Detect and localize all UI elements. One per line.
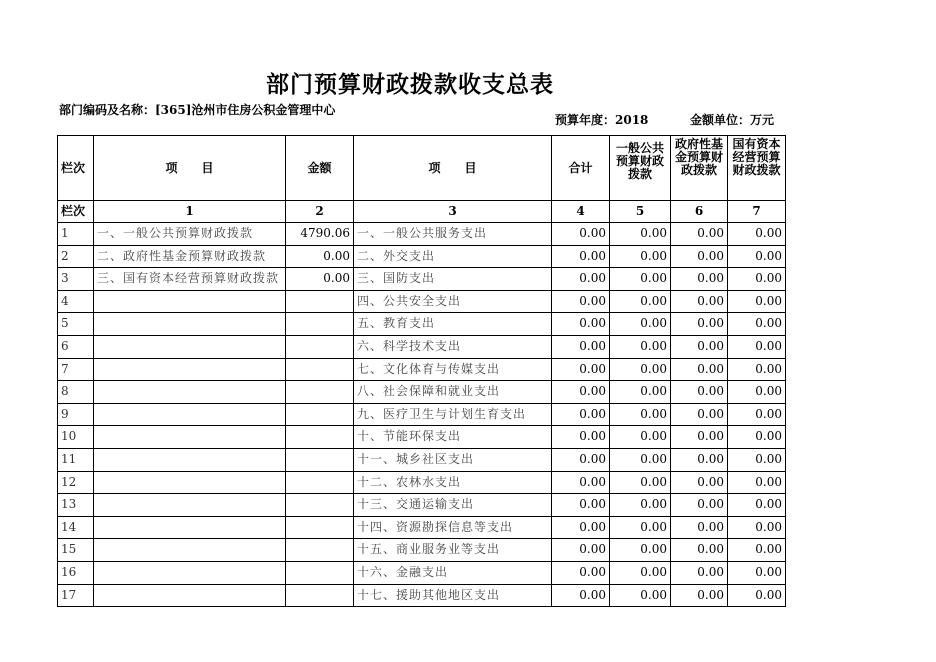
colnum-6: 6 [671,201,728,223]
budget-year-label: 预算年度：2018 [555,113,649,127]
gov-fund-amount: 0.00 [671,426,728,449]
expenditure-item: 十二、农林水支出 [354,471,552,494]
row-index: 16 [58,561,94,584]
revenue-item [94,539,286,562]
row-index: 6 [58,335,94,358]
general-budget-amount: 0.00 [610,426,671,449]
gov-fund-amount: 0.00 [671,471,728,494]
total-amount: 0.00 [552,561,610,584]
colnum-2: 2 [286,201,354,223]
row-index: 11 [58,448,94,471]
revenue-item [94,381,286,404]
table-row [58,561,786,584]
general-budget-amount: 0.00 [610,290,671,313]
general-budget-amount: 0.00 [610,313,671,336]
state-capital-amount: 0.00 [728,426,786,449]
total-amount: 0.00 [552,358,610,381]
gov-fund-amount: 0.00 [671,403,728,426]
expenditure-item: 八、社会保障和就业支出 [354,381,552,404]
state-capital-amount: 0.00 [728,448,786,471]
revenue-amount [286,381,354,404]
revenue-item: 三、国有资本经营预算财政拨款 [94,268,286,291]
table-row [58,335,786,358]
revenue-item [94,561,286,584]
general-budget-amount: 0.00 [610,335,671,358]
table-row [58,223,786,246]
general-budget-amount: 0.00 [610,358,671,381]
total-amount: 0.00 [552,268,610,291]
gov-fund-amount: 0.00 [671,223,728,246]
header-total: 合计 [552,136,610,201]
header-item-left: 项 目 [94,136,286,201]
table-row [58,290,786,313]
revenue-item [94,313,286,336]
expenditure-item: 十五、商业服务业等支出 [354,539,552,562]
expenditure-item: 四、公共安全支出 [354,290,552,313]
row-index: 8 [58,381,94,404]
colnum-5: 5 [610,201,671,223]
total-amount: 0.00 [552,245,610,268]
revenue-amount: 0.00 [286,245,354,268]
table-row [58,245,786,268]
state-capital-amount: 0.00 [728,223,786,246]
revenue-item [94,471,286,494]
general-budget-amount: 0.00 [610,516,671,539]
gov-fund-amount: 0.00 [671,494,728,517]
total-amount: 0.00 [552,516,610,539]
table-row [58,584,786,607]
expenditure-item: 一、一般公共服务支出 [354,223,552,246]
state-capital-amount: 0.00 [728,403,786,426]
table-row [58,403,786,426]
general-budget-amount: 0.00 [610,561,671,584]
amount-unit-label: 金额单位：万元 [690,113,775,127]
total-amount: 0.00 [552,313,610,336]
table-row [58,358,786,381]
total-amount: 0.00 [552,494,610,517]
gov-fund-amount: 0.00 [671,448,728,471]
revenue-amount: 4790.06 [286,223,354,246]
general-budget-amount: 0.00 [610,223,671,246]
state-capital-amount: 0.00 [728,516,786,539]
header-gov-fund: 政府性基金预算财政拨款 [671,136,728,201]
total-amount: 0.00 [552,403,610,426]
general-budget-amount: 0.00 [610,268,671,291]
revenue-amount: 0.00 [286,268,354,291]
revenue-amount [286,290,354,313]
state-capital-amount: 0.00 [728,245,786,268]
header-general-budget: 一般公共预算财政拨款 [610,136,671,201]
total-amount: 0.00 [552,381,610,404]
general-budget-amount: 0.00 [610,381,671,404]
row-index: 1 [58,223,94,246]
revenue-item [94,290,286,313]
gov-fund-amount: 0.00 [671,516,728,539]
row-index: 9 [58,403,94,426]
header-amount: 金额 [286,136,354,201]
colnum-0: 栏次 [58,201,94,223]
row-index: 2 [58,245,94,268]
total-amount: 0.00 [552,426,610,449]
revenue-item [94,403,286,426]
expenditure-item: 三、国防支出 [354,268,552,291]
gov-fund-amount: 0.00 [671,268,728,291]
state-capital-amount: 0.00 [728,313,786,336]
revenue-amount [286,471,354,494]
revenue-item [94,426,286,449]
revenue-amount [286,335,354,358]
state-capital-amount: 0.00 [728,494,786,517]
table-row [58,539,786,562]
department-label: 部门编码及名称：[365]沧州市住房公积金管理中心 [59,103,336,117]
total-amount: 0.00 [552,584,610,607]
general-budget-amount: 0.00 [610,584,671,607]
row-index: 14 [58,516,94,539]
gov-fund-amount: 0.00 [671,335,728,358]
general-budget-amount: 0.00 [610,471,671,494]
gov-fund-amount: 0.00 [671,584,728,607]
expenditure-item: 十六、金融支出 [354,561,552,584]
table-row [58,381,786,404]
state-capital-amount: 0.00 [728,268,786,291]
expenditure-item: 二、外交支出 [354,245,552,268]
total-amount: 0.00 [552,335,610,358]
table-row [58,516,786,539]
expenditure-item: 九、医疗卫生与计划生育支出 [354,403,552,426]
gov-fund-amount: 0.00 [671,358,728,381]
total-amount: 0.00 [552,448,610,471]
table-row [58,448,786,471]
row-index: 17 [58,584,94,607]
general-budget-amount: 0.00 [610,245,671,268]
revenue-amount [286,403,354,426]
revenue-amount [286,539,354,562]
gov-fund-amount: 0.00 [671,561,728,584]
revenue-amount [286,584,354,607]
revenue-item [94,584,286,607]
header-state-capital: 国有资本经营预算财政拨款 [728,136,786,201]
revenue-amount [286,516,354,539]
report-title: 部门预算财政拨款收支总表 [266,71,554,98]
state-capital-amount: 0.00 [728,561,786,584]
gov-fund-amount: 0.00 [671,290,728,313]
expenditure-item: 十一、城乡社区支出 [354,448,552,471]
total-amount: 0.00 [552,290,610,313]
state-capital-amount: 0.00 [728,358,786,381]
row-index: 3 [58,268,94,291]
general-budget-amount: 0.00 [610,539,671,562]
state-capital-amount: 0.00 [728,381,786,404]
general-budget-amount: 0.00 [610,494,671,517]
general-budget-amount: 0.00 [610,403,671,426]
row-index: 12 [58,471,94,494]
revenue-amount [286,358,354,381]
header-row [58,136,786,201]
fiscal-summary-table [57,135,786,607]
state-capital-amount: 0.00 [728,335,786,358]
colnum-7: 7 [728,201,786,223]
expenditure-item: 十、节能环保支出 [354,426,552,449]
expenditure-item: 五、教育支出 [354,313,552,336]
revenue-item: 二、政府性基金预算财政拨款 [94,245,286,268]
revenue-amount [286,561,354,584]
revenue-item [94,335,286,358]
row-index: 5 [58,313,94,336]
state-capital-amount: 0.00 [728,584,786,607]
expenditure-item: 十四、资源勘探信息等支出 [354,516,552,539]
table-row [58,471,786,494]
header-item-right: 项 目 [354,136,552,201]
revenue-amount [286,426,354,449]
expenditure-item: 六、科学技术支出 [354,335,552,358]
revenue-amount [286,448,354,471]
revenue-amount [286,313,354,336]
gov-fund-amount: 0.00 [671,539,728,562]
table-row [58,313,786,336]
gov-fund-amount: 0.00 [671,245,728,268]
total-amount: 0.00 [552,539,610,562]
row-index: 15 [58,539,94,562]
expenditure-item: 十三、交通运输支出 [354,494,552,517]
revenue-item [94,448,286,471]
table-row [58,494,786,517]
table-row [58,426,786,449]
total-amount: 0.00 [552,223,610,246]
row-index: 4 [58,290,94,313]
header-idx: 栏次 [58,136,94,201]
revenue-item [94,516,286,539]
total-amount: 0.00 [552,471,610,494]
row-index: 7 [58,358,94,381]
state-capital-amount: 0.00 [728,539,786,562]
revenue-item: 一、一般公共预算财政拨款 [94,223,286,246]
expenditure-item: 七、文化体育与传媒支出 [354,358,552,381]
colnum-1: 1 [94,201,286,223]
colnum-4: 4 [552,201,610,223]
row-index: 13 [58,494,94,517]
table-row [58,268,786,291]
general-budget-amount: 0.00 [610,448,671,471]
state-capital-amount: 0.00 [728,290,786,313]
gov-fund-amount: 0.00 [671,313,728,336]
revenue-item [94,358,286,381]
expenditure-item: 十七、援助其他地区支出 [354,584,552,607]
state-capital-amount: 0.00 [728,471,786,494]
gov-fund-amount: 0.00 [671,381,728,404]
row-index: 10 [58,426,94,449]
column-number-row [58,201,786,223]
revenue-amount [286,494,354,517]
revenue-item [94,494,286,517]
colnum-3: 3 [354,201,552,223]
